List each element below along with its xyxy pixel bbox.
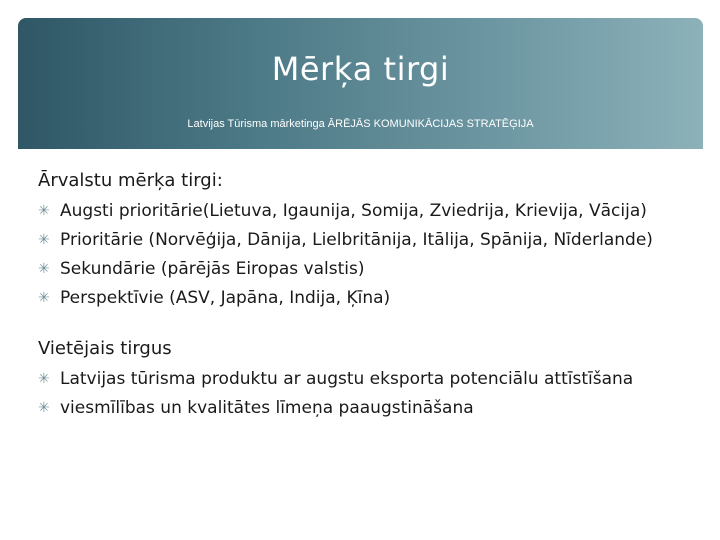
- section-heading: Vietējais tirgus: [38, 338, 172, 359]
- asterisk-bullet-icon: ✳: [38, 261, 50, 277]
- foreign-markets-section: [38, 165, 688, 313]
- list-item-text: Augsti prioritārie(Lietuva, Igaunija, Somija, Zviedrija, Krievija, Vācija): [60, 201, 647, 221]
- list-item-text: viesmīlības un kvalitātes līmeņa paaugstināšana: [60, 398, 474, 418]
- asterisk-bullet-icon: ✳: [38, 400, 50, 416]
- list-item-text: Prioritārie (Norvēģija, Dānija, Lielbritānija, Itālija, Spānija, Nīderlande): [60, 230, 653, 250]
- asterisk-bullet-icon: ✳: [38, 371, 50, 387]
- slide-title: Mērķa tirgi: [271, 50, 450, 88]
- list-item: [38, 226, 688, 255]
- slide-content: [38, 165, 688, 423]
- list-item-text: Perspektīvie (ASV, Japāna, Indija, Ķīna): [60, 288, 391, 308]
- local-market-section: [38, 333, 688, 423]
- list-item-text: Sekundārie (pārējās Eiropas valstis): [60, 259, 365, 279]
- slide-subtitle: Latvijas Tūrisma mārketinga ĀRĒJĀS KOMUNIKĀCIJAS STRATĒĢIJA: [187, 118, 534, 130]
- title-banner: [18, 18, 703, 149]
- list-item: [38, 284, 688, 313]
- section-heading: Ārvalstu mērķa tirgi:: [38, 170, 223, 191]
- list-item: [38, 394, 688, 423]
- section-spacer: [38, 313, 688, 333]
- list-item-text: Latvijas tūrisma produktu ar augstu eksporta potenciālu attīstīšana: [60, 369, 634, 389]
- asterisk-bullet-icon: ✳: [38, 290, 50, 306]
- list-item: [38, 255, 688, 284]
- list-item: [38, 365, 688, 394]
- list-item: [38, 197, 688, 226]
- asterisk-bullet-icon: ✳: [38, 203, 50, 219]
- asterisk-bullet-icon: ✳: [38, 232, 50, 248]
